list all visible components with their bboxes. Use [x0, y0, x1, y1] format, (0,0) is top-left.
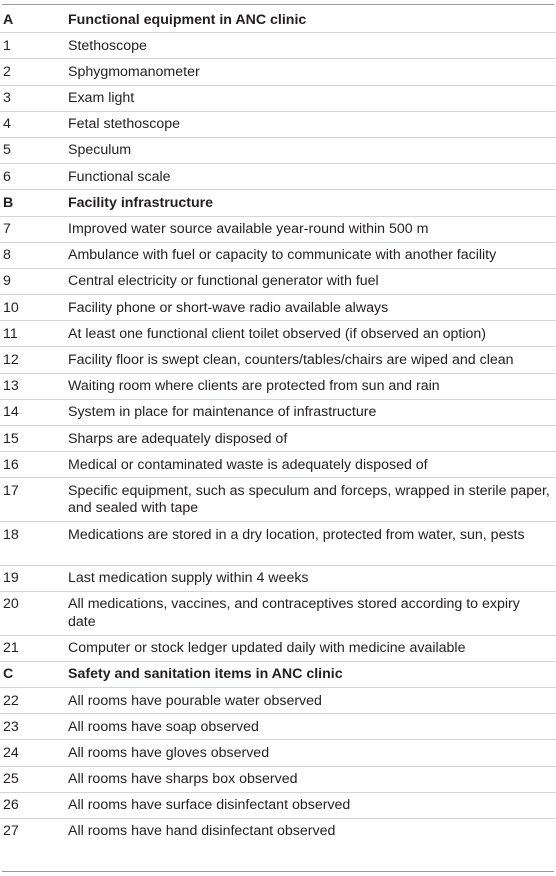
item-number: 15	[3, 430, 19, 447]
item-number: 13	[3, 378, 19, 395]
table-row	[0, 374, 556, 400]
item-text: Stethoscope	[68, 37, 147, 54]
item-number: 18	[3, 526, 19, 543]
table-row	[0, 86, 556, 112]
item-text: At least one functional client toilet observed (if observed an option)	[68, 325, 486, 342]
item-number: 14	[3, 404, 19, 421]
table-row	[0, 217, 556, 243]
table-row	[0, 767, 556, 793]
item-text: All rooms have gloves observed	[68, 744, 270, 761]
item-text: Facility phone or short-wave radio available always	[68, 299, 389, 316]
item-number: 10	[3, 299, 19, 316]
item-number: 3	[3, 90, 11, 107]
table-row	[0, 636, 556, 662]
item-text: All rooms have soap observed	[68, 718, 259, 735]
item-text: System in place for maintenance of infrastructure	[68, 404, 377, 421]
item-text: Sphygmomanometer	[68, 63, 200, 80]
item-number: 11	[3, 325, 18, 342]
item-text: Improved water source available year-round within 500 m	[68, 221, 429, 237]
section-title: Functional equipment in ANC clinic	[68, 11, 307, 28]
table-row	[0, 819, 556, 845]
table-row	[0, 688, 556, 714]
item-number: 9	[3, 273, 11, 290]
section-header-row	[0, 190, 556, 216]
item-text: Medical or contaminated waste is adequately disposed of	[68, 456, 428, 473]
section-title: Safety and sanitation items in ANC clinic	[68, 666, 343, 683]
table-row	[0, 714, 556, 740]
table-row	[0, 321, 556, 347]
table-row	[0, 243, 556, 269]
table-row	[0, 59, 556, 85]
item-number: 27	[3, 823, 19, 840]
table-row	[0, 592, 556, 636]
item-number: 25	[3, 771, 19, 788]
item-number: 2	[3, 63, 11, 80]
item-number: 26	[3, 797, 19, 814]
table-row	[0, 452, 556, 478]
item-text: All rooms have pourable water observed	[68, 692, 322, 709]
item-text: Last medication supply within 4 weeks	[68, 570, 309, 587]
item-text: Specific equipment, such as speculum and forceps, wrapped in sterile paper, and sealed with tape	[68, 482, 550, 517]
item-text: Functional scale	[68, 168, 171, 185]
item-number: 22	[3, 692, 19, 709]
item-text: Facility floor is swept clean, counters/tables/chairs are wiped and clean	[68, 351, 514, 368]
section-header-row	[0, 662, 556, 688]
section-letter: A	[3, 11, 14, 28]
item-number: 1	[3, 37, 11, 54]
item-number: 17	[3, 482, 19, 499]
table-row	[0, 793, 556, 819]
item-number: 5	[3, 142, 11, 159]
item-text: Ambulance with fuel or capacity to communicate with another facility	[68, 247, 497, 264]
table-row	[0, 295, 556, 321]
table-row	[0, 164, 556, 190]
item-text: Fetal stethoscope	[68, 116, 180, 133]
section-header-row	[0, 7, 556, 33]
item-text: Exam light	[68, 90, 135, 107]
table-row	[0, 112, 556, 138]
item-number: 24	[3, 744, 19, 761]
table-bottom-rule	[2, 871, 554, 872]
table-row	[0, 33, 556, 59]
item-text: Central electricity or functional generator with fuel	[68, 273, 379, 290]
table-row	[0, 138, 556, 164]
table-row	[0, 566, 556, 592]
item-text: Medications are stored in a dry location, protected from water, sun, pests	[68, 526, 525, 543]
item-text: Sharps are adequately disposed of	[68, 430, 288, 447]
item-text: Waiting room where clients are protected from sun and rain	[68, 378, 440, 395]
item-number: 21	[3, 640, 19, 657]
table-row	[0, 426, 556, 452]
item-number: 8	[3, 247, 11, 264]
item-number: 6	[3, 168, 11, 185]
item-text: All rooms have sharps box observed	[68, 771, 298, 788]
item-text: All medications, vaccines, and contraceptives stored according to expiry date	[68, 596, 520, 630]
table-body	[0, 7, 556, 845]
item-text: All rooms have surface disinfectant observed	[68, 797, 351, 814]
table-top-rule	[2, 4, 554, 5]
item-number: 20	[3, 596, 19, 613]
table-row	[0, 347, 556, 373]
item-text: Speculum	[68, 142, 132, 159]
table-row	[0, 269, 556, 295]
item-number: 16	[3, 456, 19, 473]
section-letter: C	[3, 666, 14, 683]
item-text: All rooms have hand disinfectant observed	[68, 823, 336, 840]
table-row	[0, 400, 556, 426]
item-number: 7	[3, 221, 11, 237]
section-title: Facility infrastructure	[68, 194, 214, 211]
item-number: 12	[3, 351, 19, 368]
table-row	[0, 740, 556, 766]
table-row	[0, 478, 556, 522]
item-number: 23	[3, 718, 19, 735]
item-number: 4	[3, 116, 11, 133]
item-number: 19	[3, 570, 19, 587]
table-row	[0, 522, 556, 566]
section-letter: B	[3, 194, 14, 211]
item-text: Computer or stock ledger updated daily with medicine available	[68, 640, 466, 657]
